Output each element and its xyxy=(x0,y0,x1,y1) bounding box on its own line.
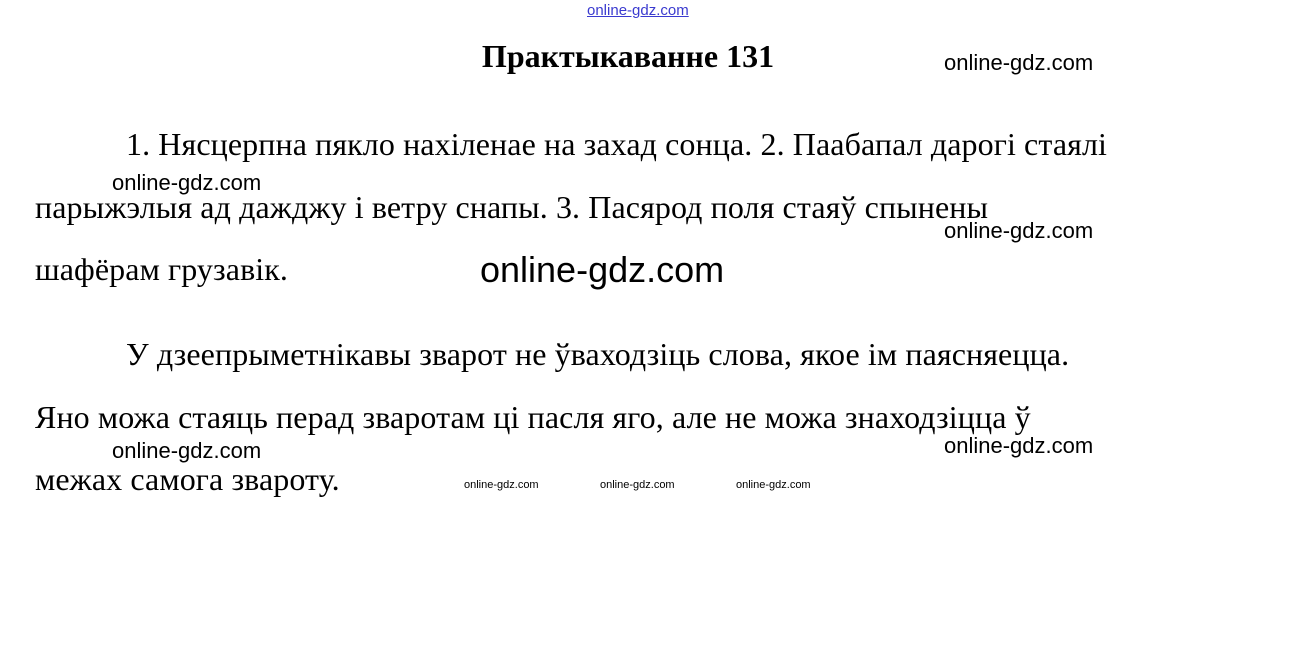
watermark-text: online-gdz.com xyxy=(944,433,1094,458)
watermark-text-large: online-gdz.com xyxy=(480,249,725,290)
paragraph-2-line-3: межах самога звароту. xyxy=(35,461,340,497)
paragraph-1-line-2: парыжэлыя ад дажджу і ветру снапы. 3. Пасярод поля стаяў спынены xyxy=(35,189,989,225)
paragraph-2-line-1: У дзеепрыметнікавы зварот не ўваходзіць слова, якое ім паясняецца. xyxy=(126,336,1070,372)
watermark-text-small: online-gdz.com xyxy=(736,479,811,491)
watermark-text: online-gdz.com xyxy=(112,170,262,195)
watermark-text-small: online-gdz.com xyxy=(600,479,675,491)
paragraph-1-line-1: 1. Нясцерпна пякло нахіленае на захад сонца. 2. Паабапал дарогі стаялі xyxy=(126,126,1107,162)
page-title: Практыкаванне 131 xyxy=(481,38,775,74)
watermark-text: online-gdz.com xyxy=(944,50,1094,75)
paragraph-2-line-2: Яно можа стаяць перад зваротам ці пасля яго, але не можа знаходзіцца ў xyxy=(35,399,1031,435)
watermark-text: online-gdz.com xyxy=(944,218,1094,243)
watermark-text: online-gdz.com xyxy=(112,438,262,463)
top-watermark-link[interactable]: online-gdz.com xyxy=(587,2,689,19)
paragraph-1-line-3: шафёрам грузавік. xyxy=(35,251,289,287)
watermark-text-small: online-gdz.com xyxy=(464,479,539,491)
